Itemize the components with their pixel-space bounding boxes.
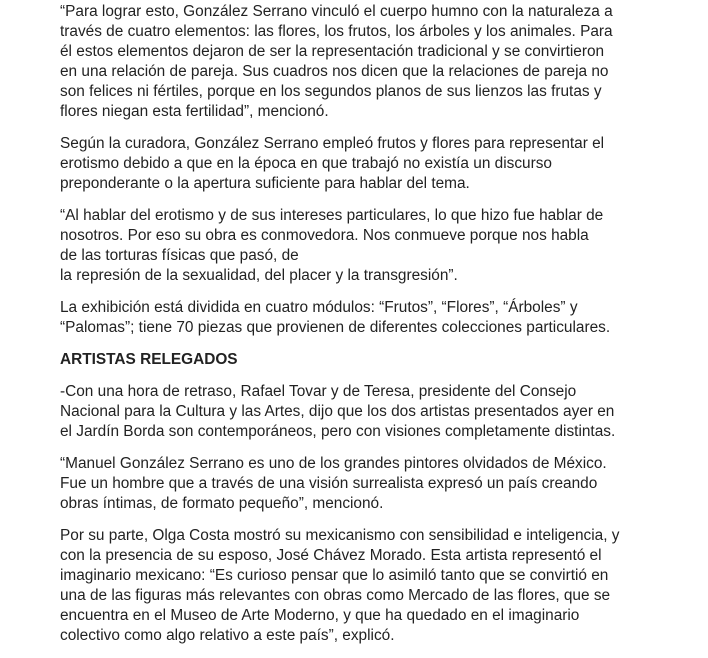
text-line: el Jardín Borda son contemporáneos, pero con visiones completamente distintas. — [60, 423, 616, 440]
paragraph-tovar-statement — [60, 382, 700, 442]
text-line: una de las figuras más relevantes con obras como Mercado de las flores, que se — [60, 587, 611, 604]
paragraph-exhibition-modules — [60, 298, 700, 338]
text-line: Por su parte, Olga Costa mostró su mexicanismo con sensibilidad e inteligencia, y — [60, 527, 620, 544]
text-line: “Palomas”; tiene 70 piezas que provienen de diferentes colecciones particulares. — [60, 319, 611, 336]
text-line: erotismo debido a que en la época en que trabajó no existía un discurso — [60, 155, 552, 172]
text-line: Fue un hombre que a través de una visión surrealista expresó un país creando — [60, 475, 598, 492]
section-heading: ARTISTAS RELEGADOS — [60, 351, 238, 368]
text-line: imaginario mexicano: “Es curioso pensar que lo asimiló tanto que se convirtió en — [60, 567, 609, 584]
text-line: de las torturas físicas que pasó, de — [60, 247, 299, 264]
text-line: son felices ni fértiles, porque en los segundos planos de sus lienzos las frutas y — [60, 83, 602, 100]
text-line: La exhibición está dividida en cuatro módulos: “Frutos”, “Flores”, “Árboles” y — [60, 299, 578, 316]
text-line: Según la curadora, González Serrano empleó frutos y flores para representar el — [60, 135, 605, 152]
text-line: obras íntimas, de formato pequeño”, mencionó. — [60, 495, 384, 512]
text-line: través de cuatro elementos: las flores, los frutos, los árboles y los animales. Para — [60, 23, 613, 40]
paragraph-fertility-quote — [60, 2, 700, 122]
paragraph-erotism-quote — [60, 206, 700, 286]
text-line: colectivo como algo relativo a este país”, explicó. — [60, 627, 395, 644]
text-line: preponderante o la apertura suficiente para hablar del tema. — [60, 175, 470, 192]
paragraph-gonzalez-serrano-quote — [60, 454, 700, 514]
text-line: en una relación de pareja. Sus cuadros nos dicen que la relaciones de pareja no — [60, 63, 609, 80]
text-line: “Para lograr esto, González Serrano vinculó el cuerpo humno con la naturaleza a — [60, 3, 613, 20]
text-line: nosotros. Por eso su obra es conmovedora. Nos conmueve porque nos habla — [60, 227, 589, 244]
text-line: “Manuel González Serrano es uno de los grandes pintores olvidados de México. — [60, 455, 607, 472]
paragraph-olga-costa — [60, 526, 700, 646]
text-line: él estos elementos dejaron de ser la representación tradicional y se convirtieron — [60, 43, 605, 60]
paragraph-curator-erotism — [60, 134, 700, 194]
text-line: la represión de la sexualidad, del placer y la transgresión”. — [60, 267, 458, 284]
text-line: “Al hablar del erotismo y de sus intereses particulares, lo que hizo fue hablar de — [60, 207, 604, 224]
text-line: Nacional para la Cultura y las Artes, dijo que los dos artistas presentados ayer en — [60, 403, 615, 420]
text-line: -Con una hora de retraso, Rafael Tovar y de Teresa, presidente del Consejo — [60, 383, 577, 400]
text-line: flores niegan esta fertilidad”, mencionó. — [60, 103, 329, 120]
article-body — [60, 2, 700, 658]
text-line: con la presencia de su esposo, José Chávez Morado. Esta artista representó el — [60, 547, 602, 564]
text-line: encuentra en el Museo de Arte Moderno, y que ha quedado en el imaginario — [60, 607, 580, 624]
